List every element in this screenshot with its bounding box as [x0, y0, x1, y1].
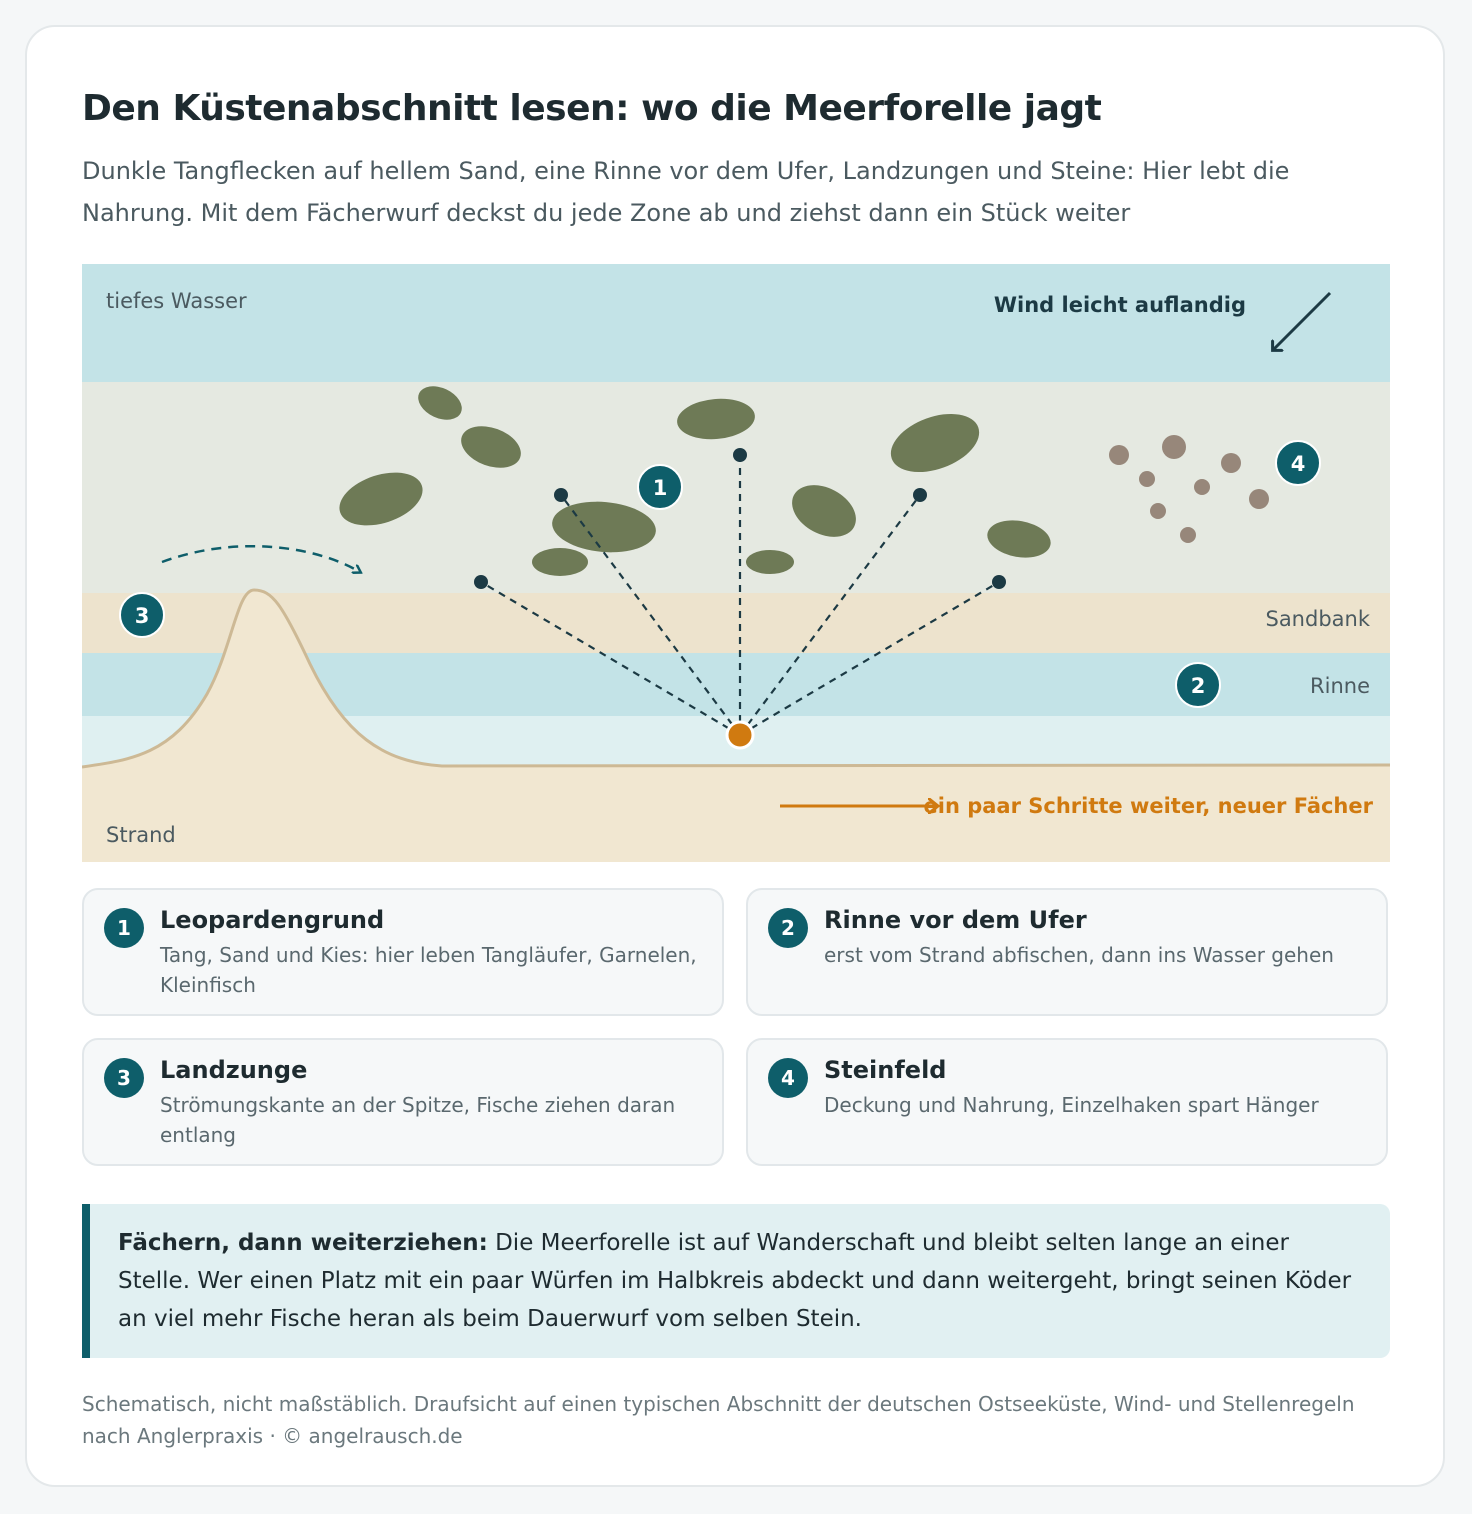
- legend-number: 4: [768, 1058, 808, 1098]
- coast-diagram: [82, 264, 1390, 862]
- legend-description: Tang, Sand und Kies: hier leben Tangläufer, Garnelen, Kleinfisch: [160, 943, 697, 997]
- stone: [1162, 435, 1186, 459]
- cast-target: [913, 488, 927, 502]
- page-title: Den Küstenabschnitt lesen: wo die Meerforelle jagt: [82, 88, 1102, 129]
- legend-number: 3: [104, 1058, 144, 1098]
- stone: [1109, 445, 1129, 465]
- marker-1: [638, 465, 682, 509]
- label-move-on: ein paar Schritte weiter, neuer Fächer: [923, 794, 1373, 818]
- legend-title: Steinfeld: [824, 1056, 947, 1084]
- angler-position: [727, 722, 753, 748]
- stone: [1180, 527, 1196, 543]
- label-deep-water: tiefes Wasser: [106, 289, 247, 313]
- legend-number: 2: [768, 908, 808, 948]
- legend-description: Strömungskante an der Spitze, Fische ziehen daran entlang: [160, 1093, 676, 1147]
- stone: [1249, 489, 1269, 509]
- marker-3: [120, 593, 164, 637]
- cast-target: [992, 575, 1006, 589]
- label-wind: Wind leicht auflandig: [993, 293, 1246, 317]
- stone: [1150, 503, 1166, 519]
- footnote: Schematisch, nicht maßstäblich. Draufsicht auf einen typischen Abschnitt der deutschen Ostseeküste, Wind- und Stellenregeln nach Anglerpraxis · © angelrausch.de: [82, 1392, 1355, 1448]
- stone: [1194, 479, 1210, 495]
- stone: [1221, 453, 1241, 473]
- svg-text:1: 1: [652, 476, 668, 500]
- legend-card-4: [746, 1038, 1388, 1166]
- legend-title: Leopardengrund: [160, 906, 385, 934]
- tip-callout: [82, 1204, 1390, 1358]
- svg-text:2: 2: [1190, 674, 1206, 698]
- marker-2: [1176, 663, 1220, 707]
- marker-4: [1276, 441, 1320, 485]
- svg-text:4: 4: [1290, 452, 1306, 476]
- legend-number: 1: [104, 908, 144, 948]
- deep-water-zone: [82, 264, 1390, 382]
- seaweed-patch: [746, 550, 794, 574]
- label-channel: Rinne: [1310, 674, 1370, 698]
- label-beach: Strand: [106, 823, 176, 847]
- legend-description: Deckung und Nahrung, Einzelhaken spart Hänger: [824, 1093, 1319, 1117]
- legend-description: erst vom Strand abfischen, dann ins Wasser gehen: [824, 943, 1334, 967]
- stone: [1139, 471, 1155, 487]
- legend-title: Rinne vor dem Ufer: [824, 906, 1087, 934]
- legend-card-2: [746, 888, 1388, 1016]
- cast-target: [733, 448, 747, 462]
- seaweed-patch: [532, 548, 588, 576]
- callout-text: Die Meerforelle ist auf Wanderschaft und bleibt selten lange an einer Stelle. Wer einen Platz mit ein paar Würfen im Halbkreis abdeckt und dann weitergeht, bringt seinen Köder an viel mehr Fische heran als beim Dauerwurf vom selben Stein.: [118, 1230, 1352, 1332]
- callout-lead: Fächern, dann weiterziehen:: [118, 1230, 488, 1256]
- cast-target: [554, 488, 568, 502]
- legend-card-1: [82, 888, 724, 1016]
- svg-text:3: 3: [134, 604, 150, 628]
- cast-target: [474, 575, 488, 589]
- legend-card-3: [82, 1038, 724, 1166]
- page-subtitle: Dunkle Tangflecken auf hellem Sand, eine Rinne vor dem Ufer, Landzungen und Steine: Hier lebt die Nahrung. Mit dem Fächerwurf deckst du jede Zone ab und ziehst dann ein Stück weiter: [82, 157, 1290, 227]
- label-sandbank: Sandbank: [1265, 607, 1370, 631]
- legend-title: Landzunge: [160, 1056, 308, 1084]
